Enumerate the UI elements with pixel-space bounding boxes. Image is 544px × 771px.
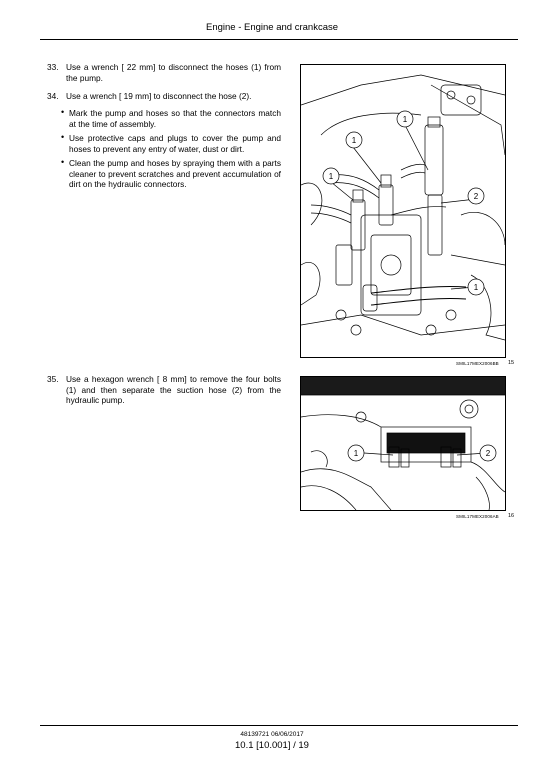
svg-text:1: 1 <box>328 172 334 181</box>
svg-text:1: 1 <box>351 136 357 145</box>
bullet-dot: • <box>61 107 65 117</box>
callout <box>323 168 339 184</box>
header-rule <box>40 39 518 40</box>
figure-code: SMIL17MEX2006AB <box>456 514 499 519</box>
step-text: Use a wrench [ 19 mm] to disconnect the hose (2). <box>66 91 252 101</box>
bullet-dot: • <box>61 132 65 142</box>
svg-text:1: 1 <box>473 283 479 292</box>
callout <box>480 445 496 461</box>
step-number: 35. <box>47 374 59 384</box>
bullet-item <box>61 133 282 155</box>
figure-16-illustration <box>300 376 506 511</box>
step-35 <box>47 374 282 407</box>
callout <box>348 445 364 461</box>
step-number: 34. <box>47 91 59 101</box>
figure-number: 15 <box>508 360 515 366</box>
svg-text:1: 1 <box>353 449 359 458</box>
bullet-dot: • <box>61 157 65 167</box>
suction-hose-drawing <box>301 377 505 510</box>
step-text: Use a hexagon wrench [ 8 mm] to remove the four bolts (1) and then separate the suction hose (2) from the hydraulic pump. <box>66 374 281 406</box>
figure-number: 16 <box>508 513 515 519</box>
footer-document-id: 48139721 06/06/2017 <box>240 731 304 738</box>
callout <box>346 132 362 148</box>
bullet-item <box>61 158 282 191</box>
step-34 <box>47 91 282 103</box>
bullet-text: Mark the pump and hoses so that the connectors match at the time of assembly. <box>69 108 281 129</box>
step-text: Use a wrench [ 22 mm] to disconnect the hoses (1) from the pump. <box>66 62 281 83</box>
figure-code: SMIL17MEX2006BB <box>456 361 499 366</box>
svg-text:2: 2 <box>485 449 491 458</box>
bullet-text: Use protective caps and plugs to cover the pump and hoses to prevent any entry of water, dust or dirt. <box>69 133 281 154</box>
callout <box>468 279 484 295</box>
pump-hoses-drawing <box>301 65 505 357</box>
bullet-item <box>61 108 282 130</box>
svg-text:2: 2 <box>473 192 479 201</box>
page-header-title: Engine - Engine and crankcase <box>205 22 339 33</box>
callout <box>468 188 484 204</box>
step-number: 33. <box>47 62 59 72</box>
bullet-text: Clean the pump and hoses by spraying them with a parts cleaner to prevent scratches and prevent accumulation of dirt on the hydraulic connectors. <box>69 158 281 190</box>
svg-text:1: 1 <box>402 115 408 124</box>
callout <box>397 111 413 127</box>
footer-page-number: 10.1 [10.001] / 19 <box>235 740 309 751</box>
figure-15-illustration <box>300 64 506 358</box>
footer-rule <box>40 725 518 726</box>
step-33 <box>47 62 282 84</box>
